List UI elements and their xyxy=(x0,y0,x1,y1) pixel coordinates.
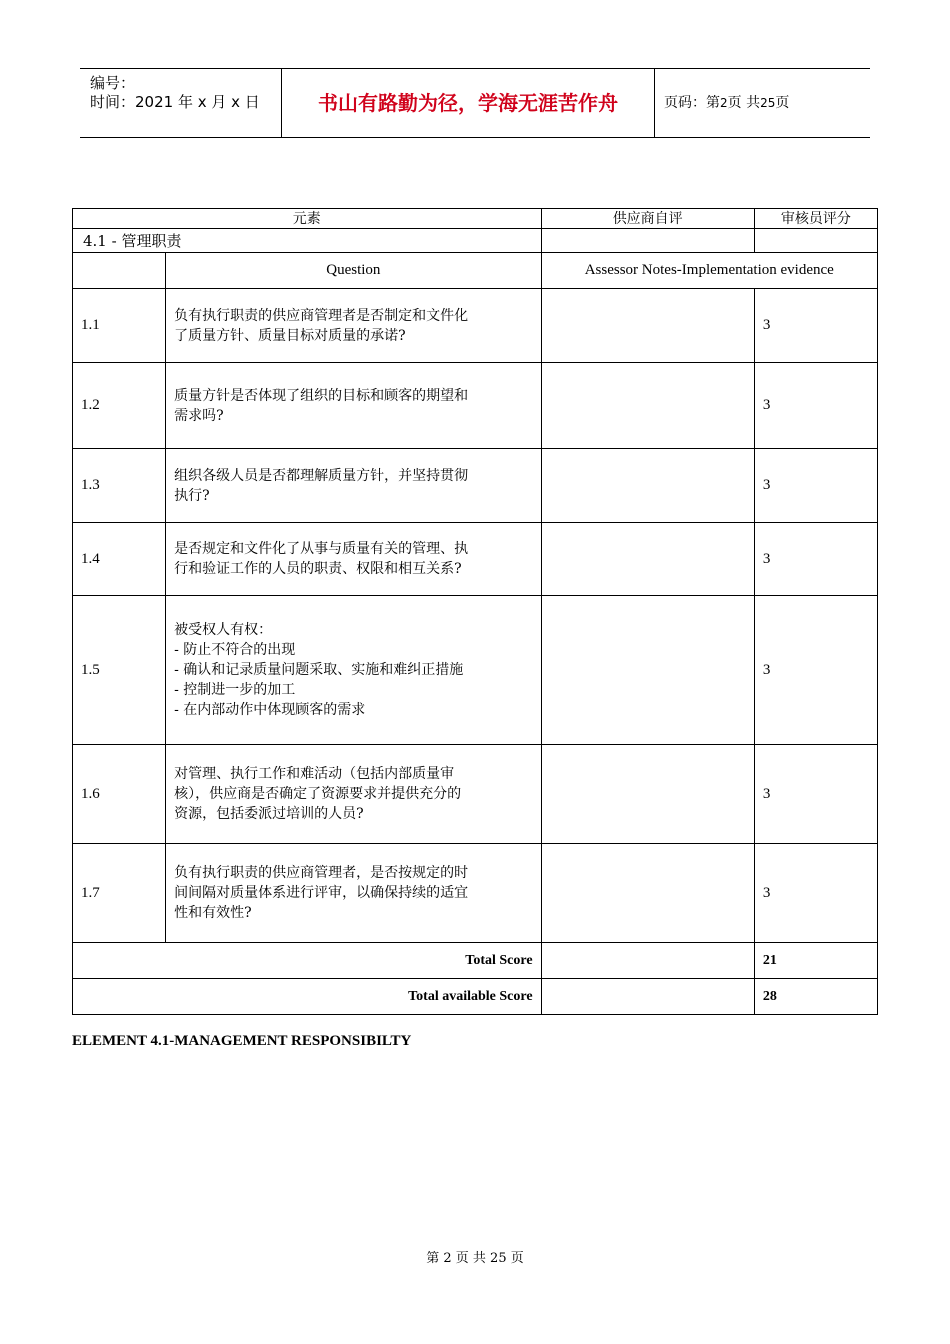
question-text xyxy=(166,289,541,363)
question-text xyxy=(166,745,541,844)
question-text xyxy=(166,363,541,449)
question-text-line: 负有执行职责的供应商管理者是否制定和文件化 xyxy=(174,307,469,324)
auditor-score: 3 xyxy=(754,449,877,523)
col-question-header: Question xyxy=(166,253,541,289)
section-title: 4.1 - 管理职责 xyxy=(73,229,542,253)
question-text-line: - 在内部动作中体现顾客的需求 xyxy=(174,702,366,718)
col-auditor-score-header: 审核员评分 xyxy=(754,209,877,229)
question-text-line: 被受权人有权： xyxy=(174,622,273,638)
self-assessment-cell xyxy=(541,449,754,523)
section-auditor-cell xyxy=(754,229,877,253)
self-assessment-cell xyxy=(541,363,754,449)
question-text-line: 质量方针是否体现了组织的目标和顾客的期望和 xyxy=(174,387,469,404)
element-caption: ELEMENT 4.1-MANAGEMENT RESPONSIBILTY xyxy=(72,1033,412,1049)
question-text-line: 对管理、执行工作和难活动（包括内部质量审 xyxy=(174,766,455,782)
page-current: 2 xyxy=(720,96,728,110)
question-row xyxy=(73,596,878,745)
question-text xyxy=(166,449,541,523)
table-header-row xyxy=(73,209,878,229)
page-total: 25 xyxy=(760,96,776,110)
question-text-line: - 确认和记录质量问题采取、实施和难纠正措施 xyxy=(174,662,464,678)
question-row xyxy=(73,745,878,844)
total-available-self-cell xyxy=(541,979,754,1015)
question-text-line: 资源，包括委派过培训的人员? xyxy=(174,806,364,822)
audit-table xyxy=(72,208,878,1015)
question-id: 1.5 xyxy=(73,596,166,745)
total-score-row xyxy=(73,943,878,979)
question-id: 1.4 xyxy=(73,523,166,596)
question-id: 1.2 xyxy=(73,363,166,449)
page-header xyxy=(80,68,870,138)
question-text-line: 执行? xyxy=(174,487,210,504)
question-text-line: 性和有效性? xyxy=(174,905,252,921)
total-available-value: 28 xyxy=(754,979,877,1015)
question-text-line: - 防止不符合的出现 xyxy=(174,642,296,658)
question-id: 1.1 xyxy=(73,289,166,363)
page-mid: 页 共 xyxy=(727,95,761,111)
page-prefix: 页码：第 xyxy=(664,95,720,111)
question-text-line: 需求吗? xyxy=(174,407,224,424)
total-available-label: Total available Score xyxy=(73,979,542,1015)
question-text xyxy=(166,596,541,745)
total-score-self-cell xyxy=(541,943,754,979)
self-assessment-cell xyxy=(541,844,754,943)
document-number-label: 编号： xyxy=(90,74,136,92)
page-suffix: 页 xyxy=(775,95,790,111)
question-id: 1.7 xyxy=(73,844,166,943)
question-text-line: 组织各级人员是否都理解质量方针，并坚持贯彻 xyxy=(174,467,469,484)
question-row xyxy=(73,523,878,596)
self-assessment-cell xyxy=(541,745,754,844)
question-id: 1.3 xyxy=(73,449,166,523)
header-info-cell xyxy=(80,69,282,137)
total-available-row xyxy=(73,979,878,1015)
question-row xyxy=(73,363,878,449)
question-header-id-cell xyxy=(73,253,166,289)
col-element-header: 元素 xyxy=(73,209,542,229)
col-self-assessment-header: 供应商自评 xyxy=(541,209,754,229)
auditor-score: 3 xyxy=(754,745,877,844)
question-text-line: 行和验证工作的人员的职责、权限和相互关系? xyxy=(174,561,462,577)
section-self-cell xyxy=(541,229,754,253)
document-date-label: 时间：2021 年 x 月 x 日 xyxy=(90,93,260,111)
question-row xyxy=(73,449,878,523)
question-text-line: 间间隔对质量体系进行评审，以确保持续的适宜 xyxy=(174,885,469,901)
auditor-score: 3 xyxy=(754,363,877,449)
question-id: 1.6 xyxy=(73,745,166,844)
header-motto: 书山有路勤为径，学海无涯苦作舟 xyxy=(282,69,655,137)
question-header-row xyxy=(73,253,878,289)
auditor-score: 3 xyxy=(754,289,877,363)
question-text xyxy=(166,844,541,943)
self-assessment-cell xyxy=(541,289,754,363)
auditor-score: 3 xyxy=(754,596,877,745)
question-text-line: 是否规定和文件化了从事与质量有关的管理、执 xyxy=(174,541,469,557)
self-assessment-cell xyxy=(541,596,754,745)
question-text-line: - 控制进一步的加工 xyxy=(174,682,296,698)
question-row xyxy=(73,844,878,943)
total-score-value: 21 xyxy=(754,943,877,979)
question-row xyxy=(73,289,878,363)
question-text-line: 了质量方针、质量目标对质量的承诺? xyxy=(174,327,406,344)
question-text xyxy=(166,523,541,596)
question-text-line: 负有执行职责的供应商管理者，是否按规定的时 xyxy=(174,865,469,881)
col-notes-header: Assessor Notes-Implementation evidence xyxy=(541,253,877,289)
header-page-number xyxy=(664,69,789,137)
auditor-score: 3 xyxy=(754,844,877,943)
page-footer: 第 2 页 共 25 页 xyxy=(426,1251,524,1266)
section-row xyxy=(73,229,878,253)
self-assessment-cell xyxy=(541,523,754,596)
auditor-score: 3 xyxy=(754,523,877,596)
total-score-label: Total Score xyxy=(73,943,542,979)
question-text-line: 核），供应商是否确定了资源要求并提供充分的 xyxy=(174,786,462,802)
